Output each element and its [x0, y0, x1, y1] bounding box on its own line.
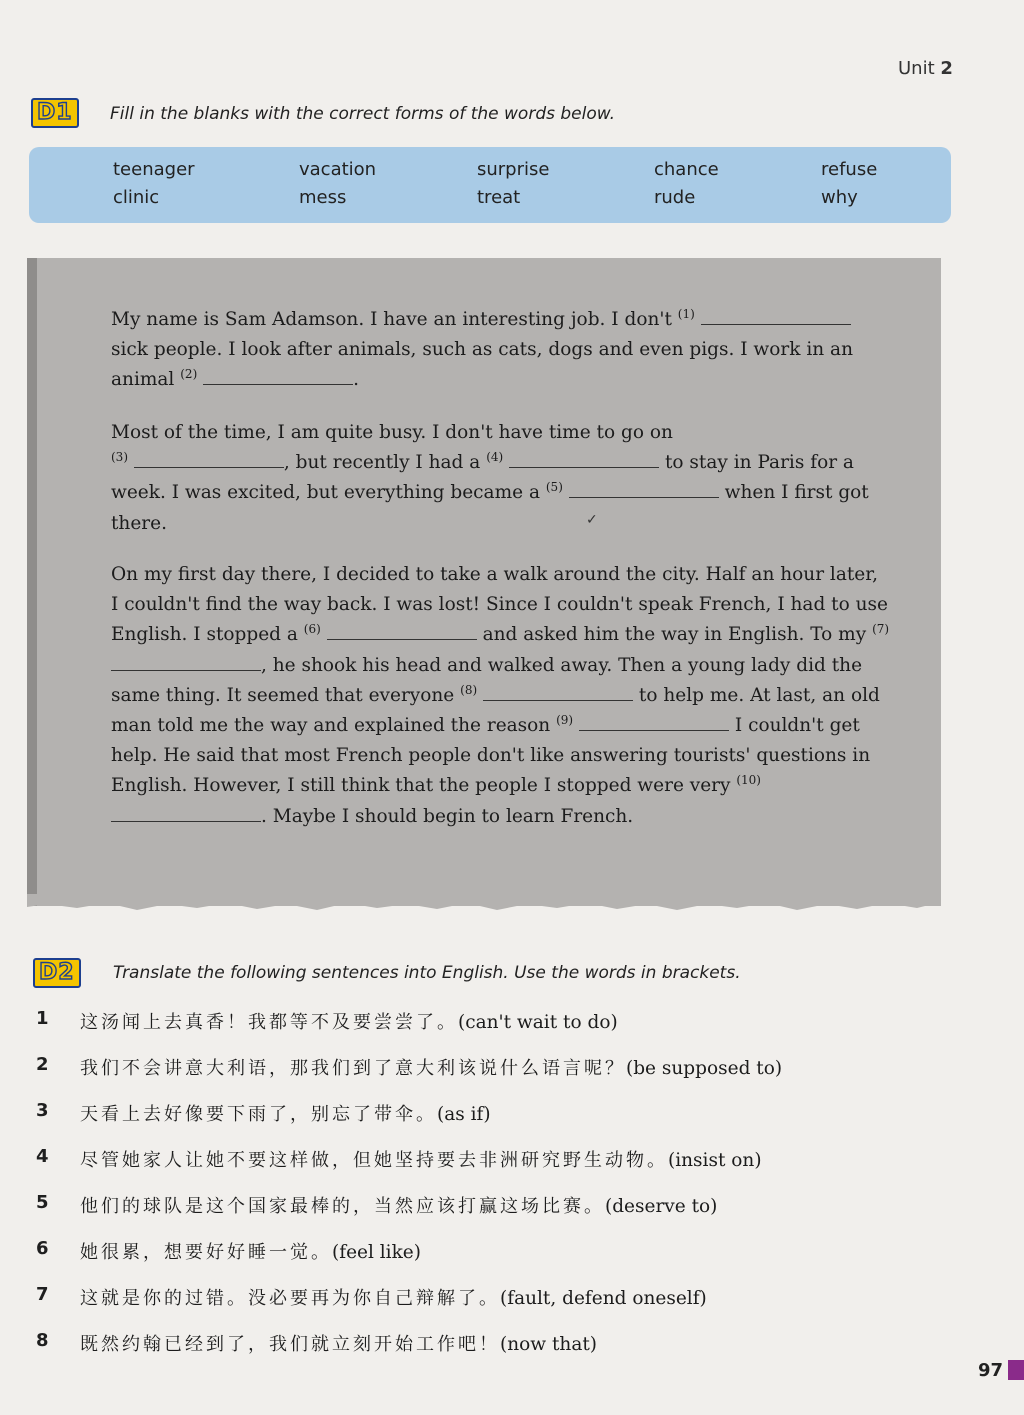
page-tab-marker: [1008, 1360, 1024, 1380]
chinese-sentence: 尽管她家人让她不要这样做，但她坚持要去非洲研究野生动物。: [80, 1150, 668, 1171]
translation-item: [36, 1238, 936, 1268]
word-item: treat: [477, 187, 521, 208]
passage-text: On my first day there, I decided to take a walk around the city. Half an hour later, I couldn't find the way back. I was lost! Since I couldn't speak French, I had to use English. I stopped a: [111, 564, 888, 646]
hint-phrase: (deserve to): [605, 1196, 718, 1217]
translation-item: [36, 1330, 936, 1360]
word-item: clinic: [113, 187, 160, 208]
word-item: why: [821, 187, 858, 208]
hint-phrase: (insist on): [668, 1150, 762, 1171]
passage-paragraph-2: [111, 418, 891, 539]
hint-phrase: (now that): [500, 1334, 598, 1355]
passage-paragraph-1: [111, 305, 891, 396]
chinese-sentence: 天看上去好像要下雨了，别忘了带伞。: [80, 1104, 437, 1125]
item-number: 3: [36, 1100, 49, 1121]
blank-7[interactable]: [111, 652, 261, 671]
passage-text: Most of the time, I am quite busy. I don't have time to go on: [111, 422, 673, 443]
chinese-sentence: 她很累，想要好好睡一觉。: [80, 1242, 332, 1263]
passage-text: My name is Sam Adamson. I have an interesting job. I don't: [111, 309, 672, 330]
blank-5[interactable]: [569, 479, 719, 498]
item-number: 7: [36, 1284, 49, 1305]
blank-number: (5): [545, 480, 563, 495]
blank-2[interactable]: [203, 366, 353, 385]
word-item: surprise: [477, 159, 550, 180]
item-number: 5: [36, 1192, 49, 1213]
section-badge-d2: [33, 958, 85, 984]
d1-instruction: Fill in the blanks with the correct forms of the words below.: [110, 104, 615, 124]
blank-8[interactable]: [483, 682, 633, 701]
word-item: mess: [299, 187, 347, 208]
passage-text: sick people. I look after animals, such as cats, dogs and even pigs. I work in an animal: [111, 339, 853, 391]
blank-number: (1): [677, 306, 695, 321]
translation-item: [36, 1008, 936, 1038]
passage-text: .: [353, 369, 360, 391]
item-number: 4: [36, 1146, 49, 1167]
section-badge-d2-text: D2: [33, 958, 81, 988]
word-bank: [29, 147, 951, 223]
translation-item: [36, 1192, 936, 1222]
blank-number: (7): [872, 622, 890, 637]
chinese-sentence: 我们不会讲意大利语，那我们到了意大利该说什么语言呢？: [80, 1058, 626, 1079]
d2-instruction: Translate the following sentences into English. Use the words in brackets.: [113, 963, 741, 983]
chinese-sentence: 他们的球队是这个国家最棒的，当然应该打赢这场比赛。: [80, 1196, 605, 1217]
hint-phrase: (be supposed to): [626, 1058, 783, 1079]
unit-label-text: Unit: [898, 58, 935, 79]
passage-text: to stay in Paris for a week. I was excited, but everything became a: [111, 452, 854, 504]
section-badge-d1-text: D1: [31, 98, 79, 128]
page-number: 97: [978, 1360, 1004, 1381]
unit-number: 2: [940, 58, 953, 79]
item-number: 2: [36, 1054, 49, 1075]
passage-text: and asked him the way in English. To my: [482, 624, 867, 646]
hint-phrase: (fault, defend oneself): [500, 1288, 707, 1309]
passage-text: to help me. At last, an old man told me the way and explained the reason: [111, 684, 880, 737]
blank-1[interactable]: [701, 306, 851, 325]
passage-paragraph-3: [111, 560, 891, 832]
check-mark-icon: ✓: [586, 512, 598, 528]
hint-phrase: (as if): [437, 1104, 491, 1125]
chinese-sentence: 既然约翰已经到了，我们就立刻开始工作吧！: [80, 1334, 500, 1355]
hint-phrase: (feel like): [332, 1242, 421, 1263]
passage-text: when I first got there.: [111, 482, 869, 534]
chinese-sentence: 这汤闻上去真香！我都等不及要尝尝了。: [80, 1012, 458, 1033]
translation-item: [36, 1100, 936, 1130]
chinese-sentence: 这就是你的过错。没必要再为你自己辩解了。: [80, 1288, 500, 1309]
blank-10[interactable]: [111, 803, 261, 822]
word-item: refuse: [821, 159, 878, 180]
word-item: teenager: [113, 159, 195, 180]
translation-item: [36, 1054, 936, 1084]
torn-edge: [27, 894, 941, 914]
passage-text: , he shook his head and walked away. Then a young lady did the same thing. It seemed that everyone: [111, 654, 863, 706]
blank-9[interactable]: [579, 712, 729, 731]
passage-text: I couldn't get help. He said that most French people don't like answering tourists' questions in English. However, I still think that the people I stopped were very: [111, 715, 871, 797]
blank-number: (4): [486, 450, 504, 465]
blank-4[interactable]: [509, 449, 659, 468]
blank-number: (2): [180, 367, 198, 382]
blank-number: (9): [556, 712, 574, 727]
item-number: 8: [36, 1330, 49, 1351]
word-item: vacation: [299, 159, 377, 180]
blank-3[interactable]: [134, 449, 284, 468]
blank-number: (3): [111, 450, 128, 465]
passage-text: . Maybe I should begin to learn French.: [261, 805, 634, 827]
section-badge-d1: [31, 98, 83, 124]
item-number: 1: [36, 1008, 49, 1029]
translation-item: [36, 1146, 936, 1176]
unit-label: [898, 58, 953, 79]
blank-number: (10): [736, 773, 761, 788]
hint-phrase: (can't wait to do): [458, 1012, 618, 1033]
blank-number: (8): [460, 682, 478, 697]
blank-number: (6): [303, 622, 321, 637]
blank-6[interactable]: [327, 621, 477, 640]
passage-text: , but recently I had a: [283, 452, 481, 474]
word-item: chance: [654, 159, 719, 180]
translation-item: [36, 1284, 936, 1314]
item-number: 6: [36, 1238, 49, 1259]
word-item: rude: [654, 187, 696, 208]
